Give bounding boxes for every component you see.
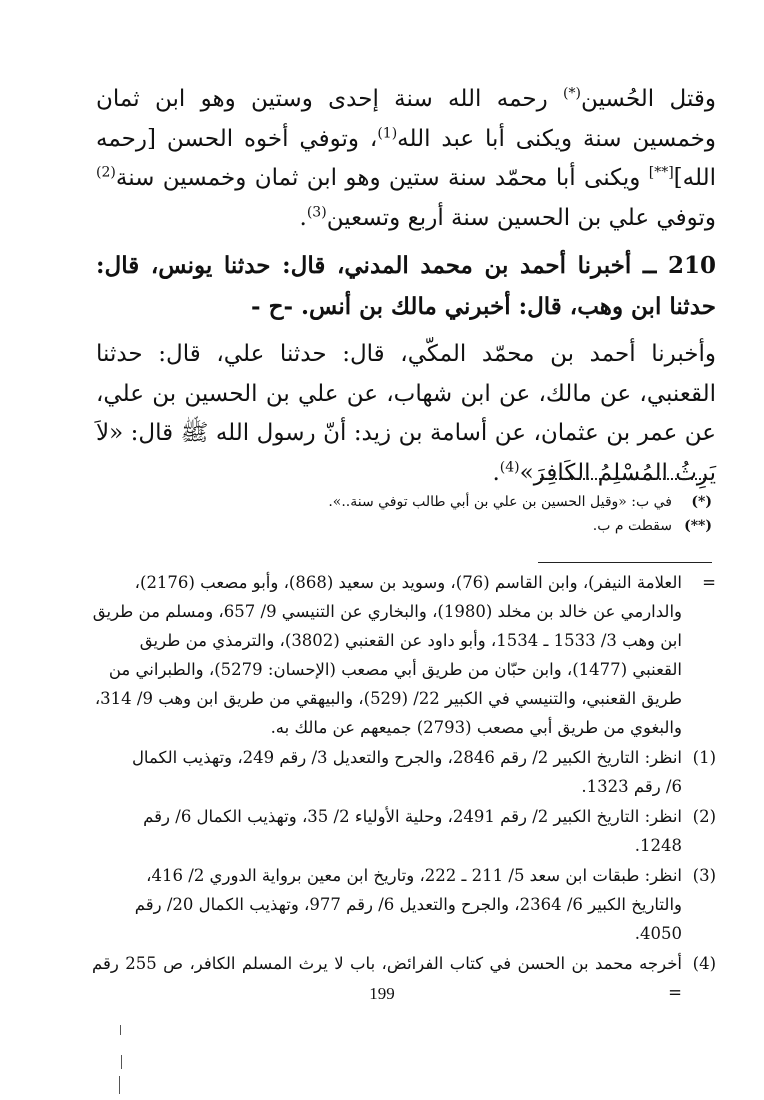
para1-text-c: ، وتوفي أخوه الحسن [رحمه الله] — [96, 125, 716, 191]
paragraph-1 — [96, 80, 716, 238]
hadith-number: 210 — [667, 252, 716, 279]
footnote-marker: (4) — [692, 954, 716, 973]
paragraph-2 — [96, 246, 716, 327]
footnotes — [92, 568, 716, 1008]
editor-note-text: في ب: «وقيل الحسين بن علي بن أبي طالب توفي سنة..». — [328, 494, 672, 510]
scan-artifact — [119, 1076, 120, 1094]
footnote-line: 4050. — [634, 924, 682, 943]
scan-artifact — [121, 1055, 122, 1069]
footnote-line: طريق القعنبي، والتنيسي في الكبير 22/ (529)، والبيهقي من طريق ابن وهب 9/ 314، — [94, 689, 682, 708]
editor-note-marker: (*) — [691, 494, 712, 510]
paragraph-3 — [96, 335, 716, 493]
para2-text: ــ أخبرنا أحمد بن محمد المدني، قال: حدثنا يونس، قال: حدثنا ابن وهب، قال: أخبرني مالك بن أنس. -ح - — [96, 252, 716, 320]
footnote-line: والتاريخ الكبير 6/ 2364، والجرح والتعديل 6/ رقم 977، وتهذيب الكمال 20/ رقم — [134, 895, 682, 914]
continuation-marker: = — [702, 573, 716, 592]
para3-text: وأخبرنا أحمد بن محمّد المكّي، قال: حدثنا علي، قال: حدثنا القعنبي، عن مالك، عن ابن شهاب، عن علي بن الحسين بن علي، عن عمر بن عثمان، عن أسامة بن زيد: أنّ رسول الله ﷺ قال: «لاَ يَرِثُ المُسْلِمُ الكَافِرَ» — [96, 341, 716, 486]
footnote-continuation — [92, 568, 716, 742]
para1-text-b: رحمه الله سنة إحدى وستين وهو ابن ثمان وخمسين سنة ويكنى أبا عبد الله — [96, 86, 716, 152]
editor-note-text: سقطت م ب. — [592, 518, 672, 534]
main-text — [96, 80, 716, 493]
footnote-ref-1: (1) — [377, 124, 398, 141]
editor-marker-1: (*) — [563, 85, 581, 102]
footnote-line: ابن وهب 3/ 1533 ـ 1534، وأبو داود عن القعنبي (3802)، والترمذي من طريق — [139, 631, 682, 650]
para1-text-e: وتوفي علي بن الحسين سنة أربع وتسعين — [326, 204, 716, 231]
para3-end: . — [492, 459, 500, 486]
footnote-ref-4: (4) — [499, 458, 520, 475]
footnote-line: انظر: التاريخ الكبير 2/ رقم 2846، والجرح والتعديل 3/ رقم 249، وتهذيب الكمال — [131, 748, 682, 767]
footnote-line: انظر: التاريخ الكبير 2/ رقم 2491، وحلية الأولياء 2/ 35، وتهذيب الكمال 6/ رقم — [143, 807, 682, 826]
footnote-line: والبغوي من طريق أبي مصعب (2793) جميعهم عن مالك به. — [270, 718, 682, 737]
editor-note-marker: (**) — [684, 518, 712, 534]
scan-artifact — [120, 1025, 121, 1035]
footnote-line: 1248. — [634, 836, 682, 855]
editor-notes — [300, 490, 712, 538]
footnote-line: والدارمي عن خالد بن مخلد (1980)، والبخاري عن التنيسي 9/ 657، ومسلم من طريق — [92, 602, 682, 621]
footnote-marker: (3) — [692, 866, 716, 885]
footnote-ref-3: (3) — [306, 203, 327, 220]
footnote-3 — [92, 861, 716, 948]
footnote-line: 6/ رقم 1323. — [581, 777, 682, 796]
footnote-2 — [92, 802, 716, 860]
footnote-ref-2: (2) — [96, 164, 116, 181]
para1-text-a: وقتل الحُسين — [580, 86, 716, 112]
dotted-separator — [540, 478, 712, 480]
page-number: 199 — [369, 984, 395, 1003]
footnote-separator — [538, 562, 712, 563]
editor-marker-2: [**] — [648, 164, 674, 181]
editor-note — [300, 490, 712, 514]
footnote-marker: (2) — [692, 807, 716, 826]
para1-text-d: ويكنى أبا محمّد سنة ستين وهو ابن ثمان وخمسين سنة — [115, 165, 649, 191]
footnote-line: العلامة النيفر)، وابن القاسم (76)، وسويد بن سعيد (868)، وأبو مصعب (2176)، — [134, 573, 682, 592]
footnote-line: انظر: طبقات ابن سعد 5/ 211 ـ 222، وتاريخ ابن معين برواية الدوري 2/ 416، — [146, 866, 682, 885]
footnote-1 — [92, 743, 716, 801]
editor-note — [300, 514, 712, 538]
footnote-marker: (1) — [692, 748, 716, 767]
para1-text-f: . — [299, 204, 307, 231]
footnote-line: أخرجه محمد بن الحسن في كتاب الفرائض، باب لا يرث المسلم الكافر، ص 255 رقم = — [92, 954, 682, 1002]
footnote-line: القعنبي (1477)، وابن حبّان من طريق أبي مصعب (الإحسان: 5279)، والطبراني من — [108, 660, 682, 679]
